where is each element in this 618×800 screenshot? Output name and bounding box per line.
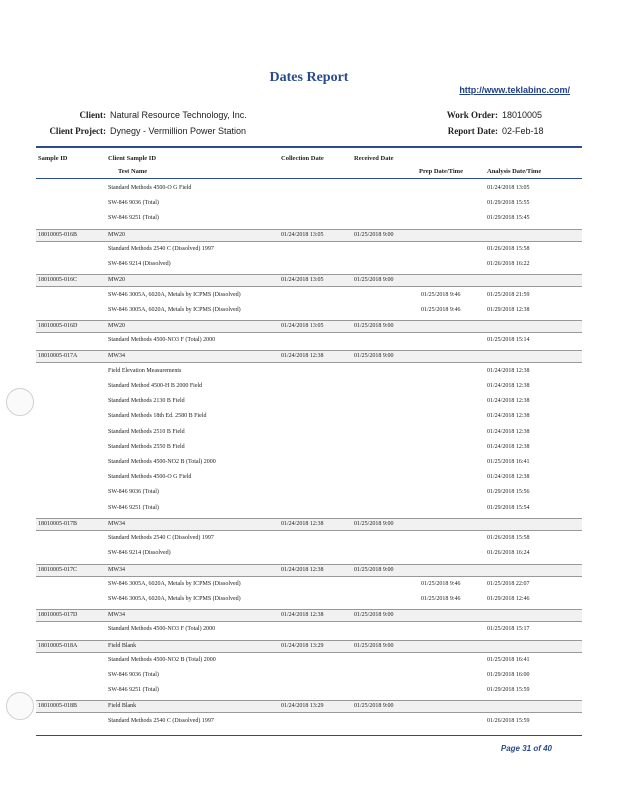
test-row [36,259,582,270]
analysis-datetime: 01/29/2018 12:38 [487,306,530,313]
test-name: SW-846 3005A, 6020A, Metals by ICPMS (Dissolved) [108,291,241,298]
page-number: Page 31 of 40 [500,744,552,753]
test-name: Standard Methods 2130 B Field [108,398,185,405]
received-date: 01/25/2018 9:00 [354,566,394,573]
test-name: SW-846 9251 (Total) [108,687,159,694]
sample-id: 18010005-018B [38,703,77,710]
collection-date: 01/24/2018 13:05 [281,277,324,284]
test-name: Standard Method 4500-H B 2000 Field [108,382,203,389]
sample-row [36,609,582,622]
analysis-datetime: 01/29/2018 16:00 [487,672,530,679]
test-row [36,716,582,727]
sample-id: 18010005-017B [38,520,77,527]
received-date: 01/25/2018 9:00 [354,353,394,360]
sample-id: 18010005-016C [38,277,77,284]
collection-date: 01/24/2018 13:05 [281,322,324,329]
client-sample-id: MW34 [108,612,125,619]
test-row [36,472,582,483]
sample-row [36,274,582,287]
received-date: 01/25/2018 9:00 [354,703,394,710]
col-sample-id: Sample ID [38,155,68,162]
test-name: Standard Methods 2540 C (Dissolved) 1997 [108,717,214,724]
test-row [36,442,582,453]
collection-date: 01/24/2018 13:29 [281,703,324,710]
client-sample-id: MW20 [108,322,125,329]
client-sample-id: Field Blank [108,703,137,710]
col-collection-date: Collection Date [281,155,324,162]
client-sample-id: MW34 [108,566,125,573]
prep-datetime: 01/25/2018 9:46 [421,595,461,602]
received-date: 01/25/2018 9:00 [354,520,394,527]
analysis-datetime: 01/29/2018 15:56 [487,489,530,496]
analysis-datetime: 01/26/2018 15:58 [487,535,530,542]
test-name: SW-846 3005A, 6020A, Metals by ICPMS (Dissolved) [108,595,241,602]
column-header-divider [36,178,582,179]
test-name: Standard Methods 2550 B Field [108,443,185,450]
analysis-datetime: 01/24/2018 12:38 [487,474,530,481]
test-row [36,396,582,407]
work-order-label: Work Order: [446,110,498,120]
test-name: SW-846 9036 (Total) [108,489,159,496]
sample-row [36,350,582,363]
prep-datetime: 01/25/2018 9:46 [421,580,461,587]
received-date: 01/25/2018 9:00 [354,322,394,329]
test-row [36,213,582,224]
collection-date: 01/24/2018 13:29 [281,642,324,649]
sample-id: 18010005-016B [38,231,77,238]
client-label: Client: [79,110,106,120]
analysis-datetime: 01/29/2018 15:59 [487,687,530,694]
test-name: Standard Methods 4500-NO3 F (Total) 2000 [108,626,216,633]
sample-id: 18010005-017A [38,353,78,360]
collection-date: 01/24/2018 12:38 [281,353,324,360]
test-name: Standard Methods 4500-NO3 F (Total) 2000 [108,337,216,344]
analysis-datetime: 01/25/2018 15:17 [487,626,530,633]
test-name: SW-846 9251 (Total) [108,215,159,222]
analysis-datetime: 01/29/2018 15:55 [487,200,530,207]
analysis-datetime: 01/25/2018 21:59 [487,291,530,298]
collection-date: 01/24/2018 12:38 [281,612,324,619]
test-name: Standard Methods 4500-NO2 B (Total) 2000 [108,656,216,663]
client-sample-id: Field Blank [108,642,137,649]
test-row [36,183,582,194]
analysis-datetime: 01/24/2018 12:38 [487,382,530,389]
test-name: SW-846 3005A, 6020A, Metals by ICPMS (Dissolved) [108,306,241,313]
test-row [36,366,582,377]
sample-row [36,700,582,713]
analysis-datetime: 01/24/2018 12:38 [487,443,530,450]
sample-id: 18010005-017C [38,566,77,573]
test-name: SW-846 3005A, 6020A, Metals by ICPMS (Dissolved) [108,580,241,587]
test-name: Standard Methods 2540 C (Dissolved) 1997 [108,535,214,542]
prep-datetime: 01/25/2018 9:46 [421,291,461,298]
test-name: SW-846 9251 (Total) [108,504,159,511]
test-name: SW-846 9214 (Dissolved) [108,261,171,268]
sample-id: 18010005-018A [38,642,78,649]
sample-row [36,320,582,333]
test-row [36,655,582,666]
col-prep-datetime: Prep Date/Time [419,168,463,175]
analysis-datetime: 01/25/2018 16:41 [487,458,530,465]
analysis-datetime: 01/29/2018 12:46 [487,595,530,602]
prep-datetime: 01/25/2018 9:46 [421,306,461,313]
test-row [36,487,582,498]
test-name: Standard Methods 18th Ed. 2580 B Field [108,413,207,420]
test-row [36,685,582,696]
col-analysis-datetime: Analysis Date/Time [487,168,542,175]
analysis-datetime: 01/24/2018 13:05 [487,185,530,191]
test-row [36,198,582,209]
footer-divider [36,735,582,736]
col-received-date: Received Date [354,155,394,162]
test-name: SW-846 9036 (Total) [108,672,159,679]
client-project-value: Dynegy - Vermillion Power Station [110,126,247,136]
client-sample-id: MW34 [108,353,125,360]
test-name: SW-846 9036 (Total) [108,200,159,207]
received-date: 01/25/2018 9:00 [354,277,394,284]
collection-date: 01/24/2018 12:38 [281,566,324,573]
report-date-label: Report Date: [447,126,498,136]
test-row [36,503,582,514]
client-project-label: Client Project: [49,126,106,136]
analysis-datetime: 01/25/2018 15:14 [487,337,530,344]
test-row [36,533,582,544]
punch-hole [6,692,34,720]
analysis-datetime: 01/26/2018 15:59 [487,717,530,724]
header-divider [36,146,582,148]
analysis-datetime: 01/24/2018 12:38 [487,413,530,420]
client-sample-id: MW34 [108,520,125,527]
sample-row [36,518,582,531]
test-name: Standard Methods 4500-O G Field [108,474,192,481]
test-row [36,579,582,590]
received-date: 01/25/2018 9:00 [354,642,394,649]
sample-row [36,229,582,242]
test-name: Standard Methods 4500-O G Field [108,185,192,191]
sample-row [36,640,582,653]
client-value: Natural Resource Technology, Inc. [110,110,247,120]
test-row [36,381,582,392]
test-name: Standard Methods 4500-NO2 B (Total) 2000 [108,458,216,465]
client-sample-id: MW20 [108,277,125,284]
analysis-datetime: 01/25/2018 16:41 [487,656,530,663]
analysis-datetime: 01/29/2018 15:45 [487,215,530,222]
work-order-value: 18010005 [502,110,543,120]
sample-id: 18010005-016D [38,322,78,329]
test-name: Standard Methods 2540 C (Dissolved) 1997 [108,245,214,252]
test-row [36,335,582,346]
test-row [36,594,582,605]
analysis-datetime: 01/24/2018 12:38 [487,367,530,374]
test-row [36,624,582,635]
col-client-sample-id: Client Sample ID [108,155,157,162]
lab-website-link[interactable]: http://www.teklabinc.com/ [459,85,570,95]
report-title: Dates Report [269,70,349,85]
sample-row [36,564,582,577]
test-row [36,305,582,316]
analysis-datetime: 01/29/2018 15:54 [487,504,530,511]
test-row [36,457,582,468]
test-name: SW-846 9214 (Dissolved) [108,550,171,557]
analysis-datetime: 01/26/2018 16:24 [487,550,530,557]
collection-date: 01/24/2018 12:38 [281,520,324,527]
analysis-datetime: 01/25/2018 22:07 [487,580,530,587]
punch-hole [6,388,34,416]
analysis-datetime: 01/26/2018 16:22 [487,261,530,268]
client-sample-id: MW20 [108,231,125,238]
analysis-datetime: 01/24/2018 12:38 [487,398,530,405]
test-row [36,411,582,422]
sample-id: 18010005-017D [38,612,78,619]
test-name: Standard Methods 2510 B Field [108,428,185,435]
test-row [36,670,582,681]
test-row [36,244,582,255]
report-date-value: 02-Feb-18 [502,126,544,136]
collection-date: 01/24/2018 13:05 [281,231,324,238]
test-row [36,290,582,301]
test-row [36,427,582,438]
analysis-datetime: 01/26/2018 15:58 [487,245,530,252]
received-date: 01/25/2018 9:00 [354,612,394,619]
analysis-datetime: 01/24/2018 12:38 [487,428,530,435]
col-test-name: Test Name [118,168,148,175]
test-row [36,548,582,559]
test-name: Field Elevation Measurements [108,367,182,374]
received-date: 01/25/2018 9:00 [354,231,394,238]
